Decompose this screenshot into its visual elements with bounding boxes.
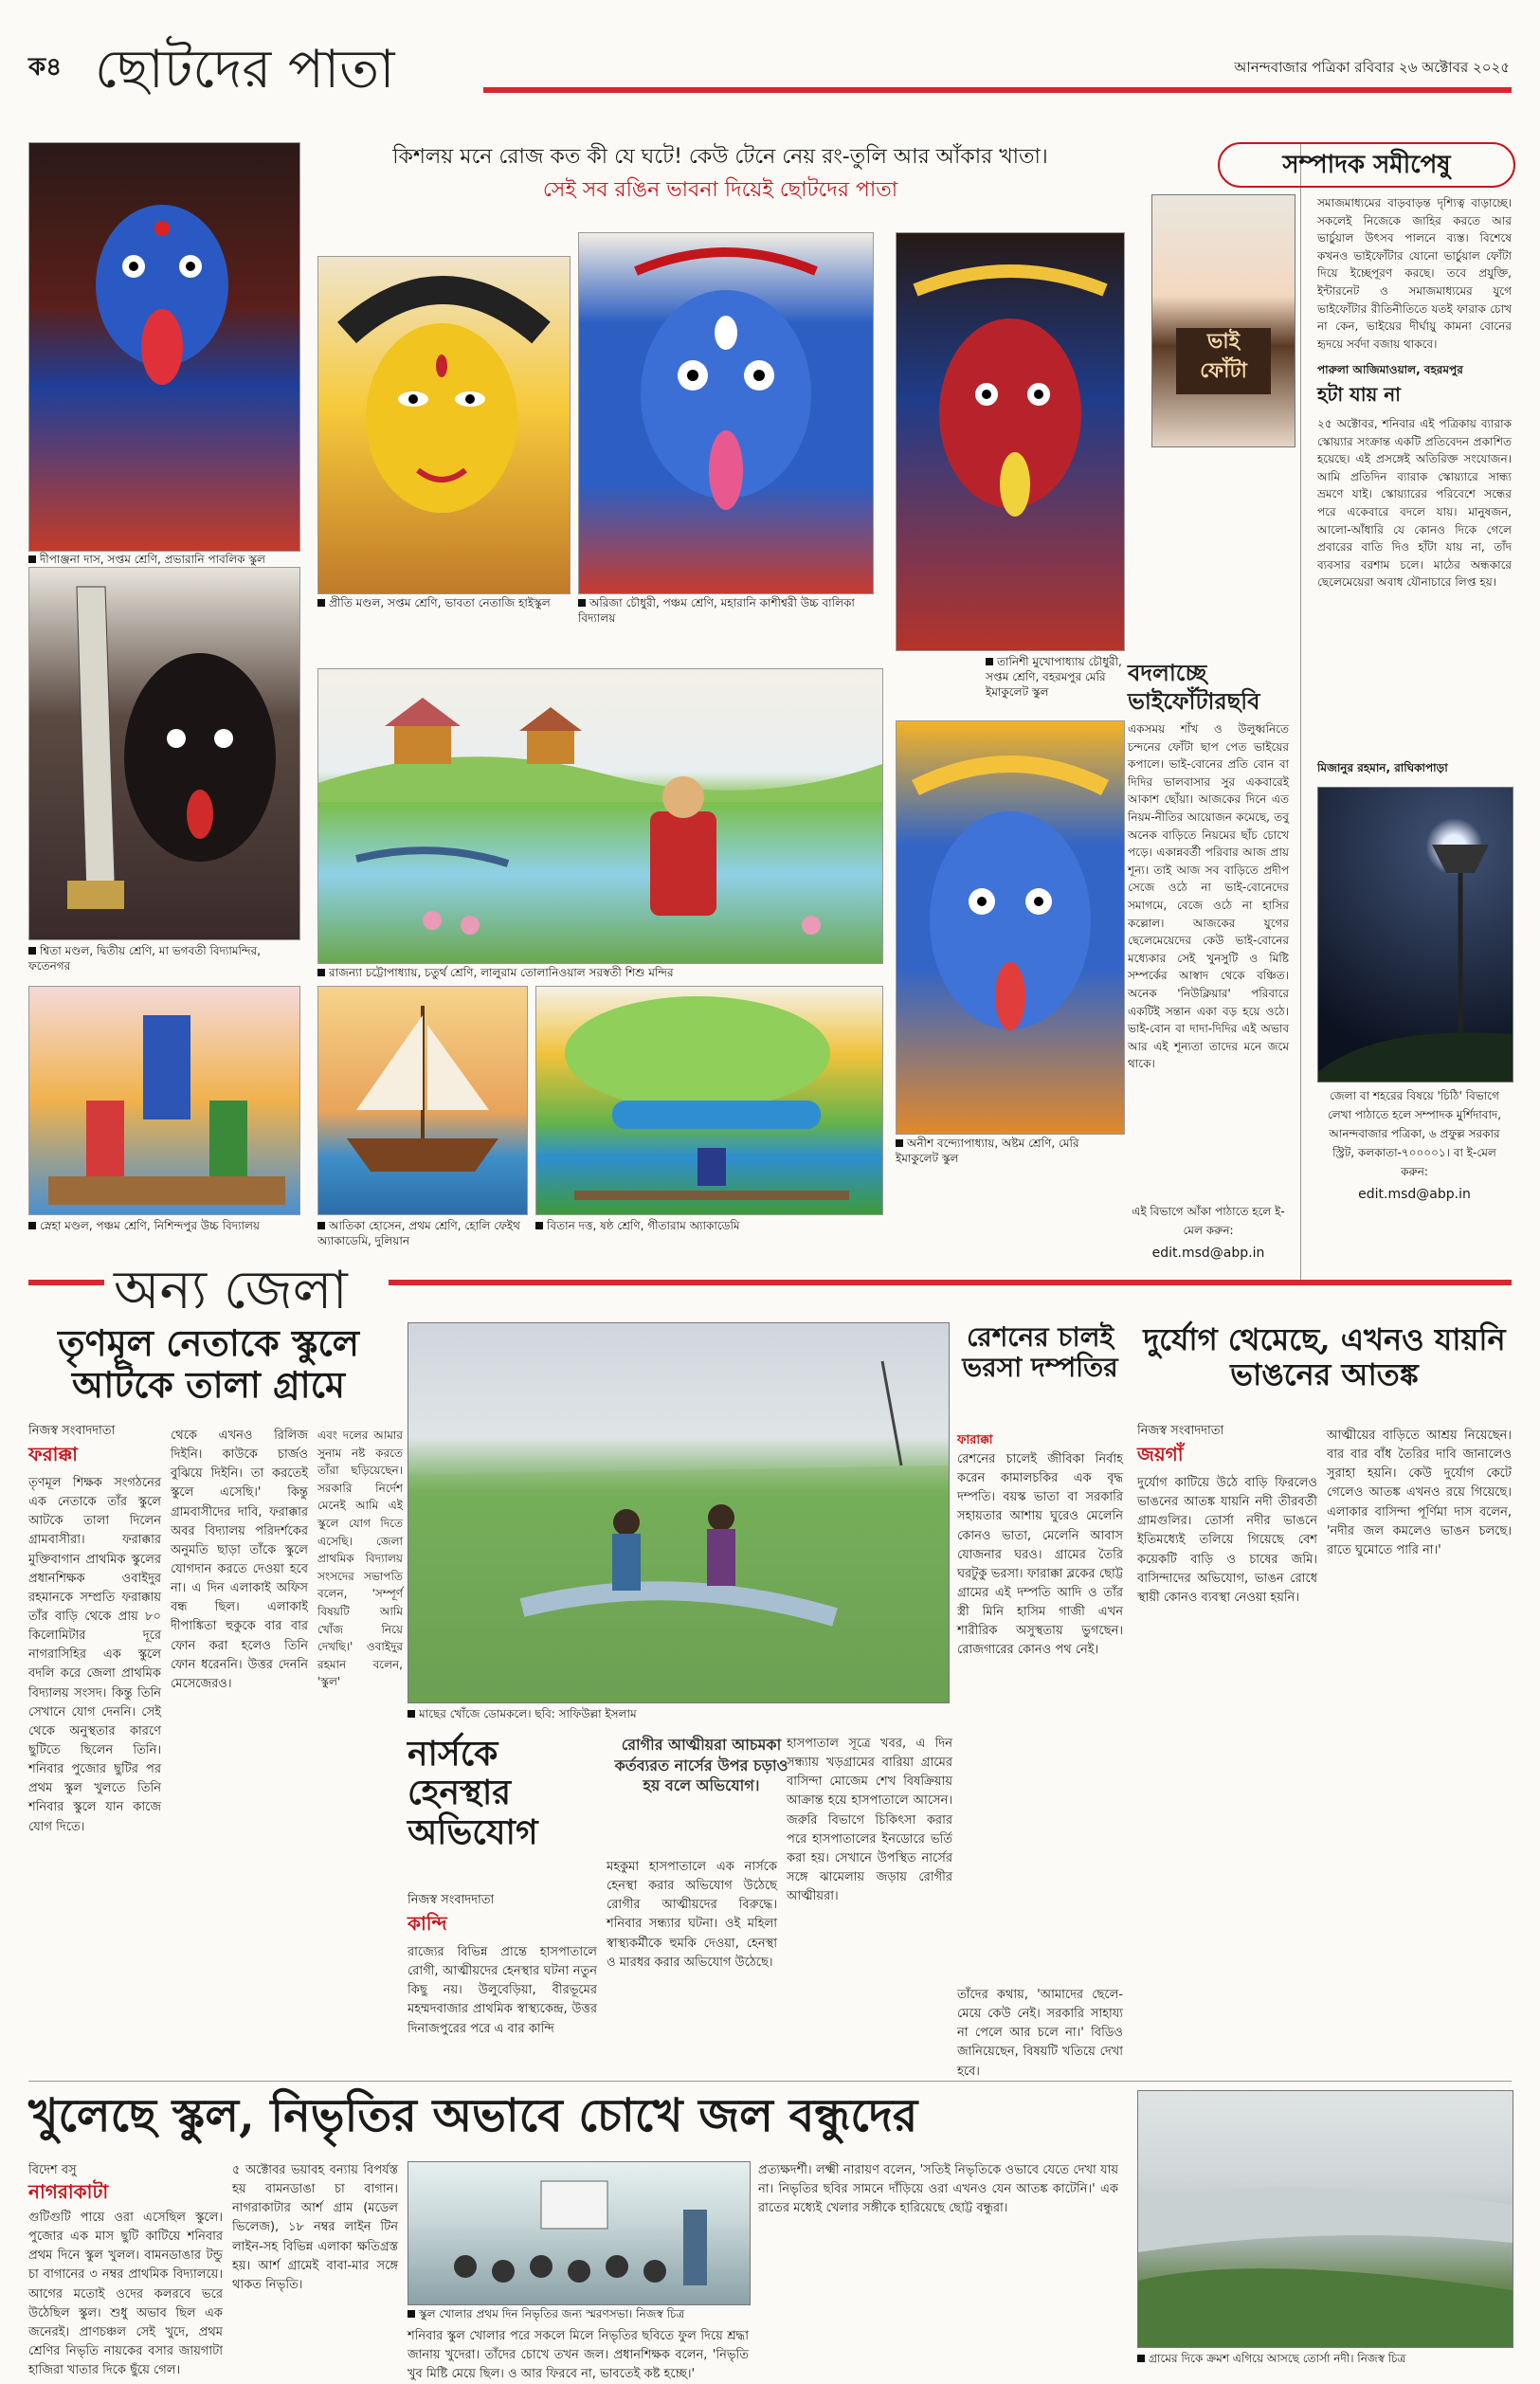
story2-subheadline: রোগীর আত্মীয়রা আচমকা কর্তব্যরত নার্সের উপর চড়াও হয় বলে অভিযোগ।: [614, 1736, 788, 1795]
artwork-caption-4: তানিশী মুখোপাধ্যায় চৌধুরী, সপ্তম শ্রেণি, বহরমপুর মেরি ইমাকুলেট স্কুল: [986, 655, 1122, 700]
artwork-caption-2: প্রীতি মণ্ডল, সপ্তম শ্রেণি, ভাবতা নেতাজি হাইস্কুল: [317, 595, 569, 610]
kali-face-drawing-5: [897, 721, 1124, 1134]
story1-col1: তৃণমূল শিক্ষক সংগঠনের এক নেতাকে তাঁর স্কুলে আটকে তালা দিলেন গ্রামবাসীরা। ফরাক্কার মুক্তিবাগান প্রাথমিক স্কুলের প্রধানশিক্ষক ওবাইদুর রহমানকে সম্প্রতি ফরাক্কায় তাঁর বাড়ি থেকে প্রায় ৮০ কিলোমিটার দূরে নাগরাসিহির এক স্কুলে বদলি করে জেলা প্রাথমিক বিদ্যালয় সংসদ। কিন্তু তিনি সেখানে যোগ দেননি। সেই থেকে অনুস্থতার কারণে ছুটিতে ছিলেন তিনি। শনিবার পুজোর ছুটির পর প্রথম স্কুল খুলতে তিনি শনিবার স্কুলে যান কাজে যোগ দিতে।: [28, 1476, 161, 1834]
editor-letter-1: সমাজমাধ্যমের বাড়বাড়ন্ত দৃশ্যিত্ব বাড়াচ্ছে। সকলেই নিজেকে জাহির করতে আর ভার্চুয়াল উৎসব পালনে ব্যস্ত। বিশেষে কখনও ভাইফোঁটার যোনো ভার্চুয়াল ফোঁটা দিয়ে ইচ্ছেপূরণ করছে। তবে প্রযুক্তি, ইন্টারনেট ও সমাজমাধ্যমের যুগে ভাইফোঁটার রীতিনীতিতে যতই ফারাক চোখ না কেন, ভাইয়ের দীর্ঘায়ু কামনা বোনের হৃদয়ে সর্বদা বজায় থাকবে।: [1317, 196, 1512, 351]
artwork-kali-3: [896, 232, 1125, 651]
story2-col2: মহকুমা হাসপাতালে এক নার্সকে হেনস্থা করার অভিযোগ উঠেছে রোগীর আত্মীয়দের বিরুদ্ধে। শনিবার সন্ধ্যার ঘটনা। ওই মহিলা স্বাস্থ্যকর্মীকে হুমকি দেওয়া, হেনস্থা ও মারধর করার অভিযোগ উঠেছে।: [607, 1860, 777, 1970]
kali-face-drawing-2: [579, 233, 873, 593]
story3-place: ফারাক্কা: [957, 1433, 993, 1447]
bhaiphonta-email[interactable]: edit.msd@abp.in: [1151, 1246, 1265, 1261]
story1-headline: তৃণমূল নেতাকে স্কুলে আটকে তালা গ্রামে: [58, 1321, 359, 1406]
bhaiphonta-email-note: এই বিভাগে আঁকা পাঠাতে হলে ই-মেল করুন:: [1132, 1205, 1285, 1237]
story3-body: রেশনের চালেই জীবিকা নির্বাহ করেন কামালচকির এক বৃদ্ধ দম্পতি। বয়স্ক ভাতা বা সরকারি সহায়তার আশায় ঘুরেও মেলেনি কোনও ভাতা, মেলেনি আবাস যোজনার ঘরও। গ্রামের তৈরি ঘরটুকু ভরসা। ফারাক্কা ব্লকের ছোট্ট গ্রামের এই দম্পতি আদি ও তাঁর স্ত্রী মিনি হাসিম গাজী এখন শারীরিক অসুস্থতায় ভুগছেন। রোজগারের কোনও পথ নেই।: [957, 1452, 1123, 1658]
artwork-kali-1: [28, 142, 300, 552]
intro-line-1: কিশলয় মনে রোজ কত কী যে ঘটে! কেউ টেনে নেয় রং-তুলি আর আঁকার খাতা।: [392, 145, 1048, 169]
story2-byline: নিজস্ব সংবাদদাতা: [408, 1893, 495, 1907]
story1-place: ফরাক্কা: [28, 1443, 78, 1465]
editor-note: জেলা বা শহরের বিষয়ে 'চিঠি' বিভাগে লেখা পাঠাতে হলে সম্পাদক মুর্শিদাবাদ, আনন্দবাজার পত্রিকা, ৬ প্রফুল্ল সরকার স্ট্রিট, কলকাতা-৭০০০০১। বা ই-মেল করুন:: [1327, 1089, 1502, 1178]
school-photo: [408, 2161, 751, 2305]
cake-photo: [1151, 194, 1295, 447]
story2-col1: রাজ্যের বিভিন্ন প্রান্তে হাসপাতালে রোগী, আত্মীয়দের হেনস্থার ঘটনা নতুন কিছু নয়। উলুবেড়িয়া, বীরভূমের মহম্মদবাজার প্রাথমিক স্বাস্থ্যকেন্দ্র, উত্তর দিনাজপুরের পরে এ বার কান্দি: [408, 1945, 597, 2036]
artwork-ship: [317, 986, 528, 1215]
story5-place: নাগরাকাটা: [28, 2180, 109, 2203]
bhaiphonta-title: বদলাচ্ছে ভাইফোঁটারছবি: [1128, 659, 1260, 715]
story5-top-rule: [28, 2081, 1512, 2082]
artwork-kali-2: [578, 232, 874, 594]
header-red-rule: [483, 87, 1512, 93]
artwork-worship: [28, 986, 300, 1215]
story5-byline: বিদেশ বসু: [28, 2163, 77, 2177]
fishing-photo-caption: মাছের খোঁজে ডোমকলে। ছবি: সাফিউল্লা ইসলাম: [408, 1706, 948, 1721]
story5-col4: শনিবার স্কুল খোলার পরে সকলে মিলে নিভৃতির ছবিতে ফুল দিয়ে শ্রদ্ধা জানায় খুদেরা। তাঁদের চোখে তখন জল। প্রধানশিক্ষক বলেন, 'নিভৃতি খুব মিষ্টি মেয়ে ছিল। ও আর ফিরবে না, ভাবতেই কষ্ট হচ্ছে।': [408, 2329, 749, 2382]
artwork-caption-3: অরিজা চৌধুরী, পঞ্চম শ্রেণি, মহারানি কাশীশ্বরী উচ্চ বালিকা বিদ্যালয়: [578, 596, 855, 626]
section2-title: অন্য জেলা: [114, 1260, 348, 1321]
artwork-park: [535, 986, 883, 1215]
story2-headline: নার্সকে হেনস্থার অভিযোগ: [408, 1734, 538, 1852]
artwork-caption-5: শ্বিতা মণ্ডল, দ্বিতীয় শ্রেণি, মা ভগবতী বিদ্যামন্দির, ফতেনগর: [28, 944, 261, 974]
section-title: ছোটদের পাতা: [95, 39, 395, 100]
artwork-village: [317, 668, 883, 964]
artwork-caption-8: স্নেহা মণ্ডল, পঞ্চম শ্রেণি, নিশিন্দপুর উচ্চ বিদ্যালয়: [28, 1218, 299, 1233]
editor-column-rule: [1300, 142, 1301, 1280]
bhaiphonta-email-box: [1128, 1204, 1289, 1261]
artwork-kali-4: [28, 567, 300, 940]
fishing-photo: [408, 1322, 950, 1703]
kali-knife-drawing: [29, 568, 299, 939]
story5-col1: গুটিগুটি পায়ে ওরা এসেছিল স্কুলে। পুজোর এক মাস ছুটি কাটিয়ে শনিবার প্রথম দিনে স্কুল খুলল। বামনডাঙার টন্ডু চা বাগানের ৩ নম্বর প্রাথমিক বিদ্যালয়ে। আগের মতোই ওদের কলরবে ভরে উঠেছিল স্কুল। শুধু অভাব ছিল এক জনেরই। প্রাণচঞ্চল সেই খুদে, প্রথম শ্রেণির নিভৃতি নায়কের বসার জায়গাটা হাজিরা খাতার দিকে ছুঁয়ে গেল।: [28, 2211, 223, 2378]
story1-col3: এবং দলের আমার সুনাম নষ্ট করতে তাঁরা ছড়িয়েছেন। সরকারি নির্দেশ মেনেই আমি এই স্কুলে যোগ দিতে এসেছি। জেলা প্রাথমিক বিদ্যালয় সংসদের সভাপতি বলেন, 'সম্পূর্ণ বিষয়টি আমি খোঁজ নিয়ে দেখছি।' ওবাইদুর রহমান বলেন, 'স্কুল': [317, 1429, 403, 1689]
story5-headline: খুলেছে স্কুল, নিভৃতির অভাবে চোখে জল বন্ধুদের: [28, 2089, 918, 2142]
lamp-post-drawing: [1318, 788, 1513, 1082]
kali-face-drawing: [29, 143, 299, 551]
editor-note-email[interactable]: edit.msd@abp.in: [1358, 1187, 1471, 1202]
editor-letter-1-sign: পারুলা আজিমাওয়াল, বহরমপুর: [1317, 363, 1463, 376]
paper-dateline: আনন্দবাজার পত্রিকা রবিবার ২৬ অক্টোবর ২০২৫: [1234, 59, 1510, 76]
story4-headline: দুর্যোগ থেমেছে, এখনও যায়নি ভাঙনের আতঙ্ক: [1143, 1321, 1506, 1392]
editor-title: সম্পাদক সমীপেষু: [1218, 142, 1515, 188]
story2-col3: হাসপাতাল সূত্রে খবর, এ দিন সন্ধ্যায় খড়গ্রামের বারিয়া গ্রামের বাসিন্দা মোজেম শেখ বিষক্রিয়ায় আক্রান্ত হয়ে হাসপাতালে আসেন। জরুরি বিভাগে চিকিৎসা করার পরে হাসপাতালের ইনডোরে ভর্তি করা হয়। সেখানে উপস্থিত নার্সের সঙ্গে ঝামেলায় জড়ায় রোগীর আত্মীয়রা।: [787, 1737, 952, 1904]
field-scene-drawing: [408, 1323, 949, 1702]
section2-red-rule-left: [28, 1280, 104, 1285]
story4-col2: আত্মীয়ের বাড়িতে আশ্রয় নিয়েছেন। বার বার বাঁধ তৈরির দাবি জানালেও সুরাহা হয়নি। কেউ দুর্যোগ কেটে গেলেও আতঙ্ক এখনও রয়ে গিয়েছে। এলাকার বাসিন্দা পূর্ণিমা দাস বলেন, 'নদীর জল কমলেও ভাঙন চলছে। রাতে ঘুমোতে পারি না।': [1327, 1429, 1512, 1557]
story4-place: জয়গাঁ: [1137, 1443, 1184, 1465]
artwork-kali-5: [896, 720, 1125, 1135]
durga-face-drawing: [318, 257, 570, 593]
river-photo: [1137, 2090, 1513, 2348]
ship-drawing: [318, 987, 527, 1214]
bhaiphonta-body: একসময় শাঁখ ও উলুধ্বনিতে চন্দনের ফোঁটা ছাপ পেত ভাইয়ের কপালে। ভাই-বোনের প্রতি বোন বা দিদির ভালবাসার সুর একবারেই আকাশ ছোঁয়া। আজকের দিনে এত নিয়ম-নীতির আয়োজন কমেছে, তবু অনেক বাড়িতে নিয়মের ছাঁচ চোখে পড়ে। একান্নবর্তী পরিবার আজ প্রায় শূন্য। তাই আজ সব বাড়িতে প্রদীপ সেজে ওঠে না ভাই-বোনেদের সমাগমে, বেজে ওঠে না হাসির কল্লোল। আজকের যুগের ছেলেমেয়েদের কেউ ভাই-বোনের মধ্যেকার সেই খুনসুটি ও মিষ্টি সম্পর্কের আস্বাদ থেকে বঞ্চিত। অনেক 'নিউক্লিয়ার' পরিবারে একটিই সন্তান একা বড় হয়ে ওঠে। ভাই-বোন বা দাদা-দিদির এই অভাব আর এই শূন্যতা তাদের মনে জমে থাকে।: [1128, 722, 1289, 1071]
section-intro: [313, 140, 1128, 207]
cake-label: ভাই ফোঁটা: [1176, 328, 1271, 394]
story1-byline: নিজস্ব সংবাদদাতা: [28, 1424, 116, 1438]
story5-col2: ৫ অক্টোবর ভয়াবহ বন্যায় বিপর্যস্ত হয় বামনডাঙা চা বাগান। নাগরাকাটার আর্শ গ্রাম (মডেল ভিলেজ), ১৮ নম্বর লাইন টিন লাইন-সহ বিভিন্ন এলাকা ক্ষতিগ্রস্ত হয়। আর্শ গ্রামেই বাবা-মার সঙ্গে থাকত নিভৃতি।: [232, 2163, 398, 2292]
section2-red-rule: [389, 1280, 1512, 1285]
village-scene-drawing: [318, 669, 882, 963]
river-scene-drawing: [1138, 2091, 1513, 2347]
intro-line-2: সেই সব রঙিন ভাবনা দিয়েই ছোটদের পাতা: [542, 178, 898, 203]
artwork-caption-6: রাজন্যা চট্টোপাধ্যায়, চতুর্থ শ্রেণি, লালুরাম তোলানিওয়াল সরস্বতী শিশু মন্দির: [317, 965, 881, 980]
artwork-caption-1: দীপাঞ্জনা দাস, সপ্তম শ্রেণি, প্রভারানি পাবলিক স্কুল: [28, 552, 299, 567]
editor-letter-2-title: হটা যায় না: [1317, 383, 1401, 406]
editor-letter-2: ২৫ অক্টোবর, শনিবার এই পত্রিকায় ব্যারাক স্কোয়্যার সংক্রান্ত একটি প্রতিবেদন প্রকাশিত হয়েছে। এই প্রসঙ্গেই অতিরিক্ত সংযোজন। আমি প্রতিদিন ব্যারাক স্কোয়্যারে সান্ধ্য ভ্রমণে যাই। স্কোয়্যারের পরিবেশে সন্ধের পরে একেবারে বদলে যায়। মানুষজন, আলো-আঁধারি যে কোনও দিকে গেলে প্রবারের বাতি দিও হাঁটা যায় না, তাঁদ ব্যবসার বরশাম চলে। মাঠের অন্ধকারে ছেলেমেয়েরা অবাধ যৌনাচারে লিপ্ত হয়।: [1317, 417, 1512, 590]
river-photo-caption: গ্রামের দিকে ক্রমশ এগিয়ে আসছে তোর্সা নদী। নিজস্ব চিত্র: [1137, 2351, 1512, 2366]
editor-note-box: [1317, 1088, 1512, 1202]
story2-place: কান্দি: [408, 1912, 447, 1935]
school-photo-caption: স্কুল খোলার প্রথম দিন নিভৃতির জন্য স্মরণসভা। নিজস্ব চিত্র: [408, 2306, 749, 2321]
story5-col3: প্রত্যক্ষদর্শী। লক্ষ্মী নারায়ণ বলেন, 'সতিই নিভৃতিকে ওভাবে যেতে দেখা যায় না। নিভৃতির ছবির সামনে দাঁড়িয়ে ওরা এখনও যেন আতঙ্ক কাটেনি।' এক রাতের মধ্যেই খেলার সঙ্গীকে হারিয়েছে ছোট্ট বন্ধুরা।: [758, 2163, 1118, 2216]
worship-scene-drawing: [29, 987, 299, 1214]
park-scene-drawing: [536, 987, 882, 1214]
story3-body-2: তাঁদের কথায়, 'আমাদের ছেলে-মেয়ে কেউ নেই। সরকারি সাহায্য না পেলে আর চলে না।' বিডিও জানিয়েছেন, বিষয়টি খতিয়ে দেখা হবে।: [957, 1988, 1123, 2079]
artwork-caption-7: অনীশ বন্দ্যোপাধ্যায়, অষ্টম শ্রেণি, মেরি ইমাকুলেট স্কুল: [896, 1137, 1079, 1166]
classroom-drawing: [408, 2162, 750, 2304]
artwork-caption-10: বিতান দত্ত, ষষ্ঠ শ্রেণি, গীতারাম অ্যাকাডেমি: [535, 1218, 881, 1233]
story4-col1: দুর্যোগ কাটিয়ে উঠে বাড়ি ফিরলেও ভাঙনের আতঙ্ক যায়নি নদী তীরবর্তী গ্রামগুলির। তোর্সা নদীর ভাঙনে ইতিমধ্যেই তলিয়ে গিয়েছে বেশ কয়েকটি বাড়ি ও চাষের জমি। বাসিন্দাদের অভিযোগ, ভাঙন রোধে স্থায়ী কোনও ব্যবস্থা নেওয়া হয়নি।: [1137, 1476, 1317, 1605]
story1-col2: থেকে এখনও রিলিজ দিইনি। কাউকে চার্জও বুঝিয়ে দিইনি। তা করতেই স্কুলে এসেছি।' কিন্তু গ্রামবাসীদের দাবি, ফরাক্কার অবর বিদ্যালয় পরিদর্শকের অনুমতি ছাড়া তাঁকে স্কুলে যোগদান করতে দেওয়া হবে না। এ দিন এলাকাই অফিস বন্ধ ছিল। এলাকাই দীপাঙ্কিতা হুকুকে বার বার ফোন করা হলেও তিনি ফোন ধরেননি। উত্তর দেননি মেসেজেরও।: [171, 1429, 308, 1691]
page-number: ক৪: [28, 53, 63, 82]
kali-face-drawing-3: [897, 233, 1124, 650]
editor-letter-2-sign: মিজানুর রহমান, রাঘিকাপাড়া: [1317, 761, 1448, 774]
story4-byline: নিজস্ব সংবাদদাতা: [1137, 1424, 1224, 1438]
artwork-durga: [317, 256, 571, 594]
story3-headline: রেশনের চালই ভরসা দম্পতির: [962, 1321, 1118, 1384]
barrack-square-photo: [1317, 787, 1513, 1083]
artwork-caption-9: আতিকা হোসেন, প্রথম শ্রেণি, হোলি ফেইথ অ্যাকাডেমি, দুলিয়ান: [317, 1219, 520, 1248]
